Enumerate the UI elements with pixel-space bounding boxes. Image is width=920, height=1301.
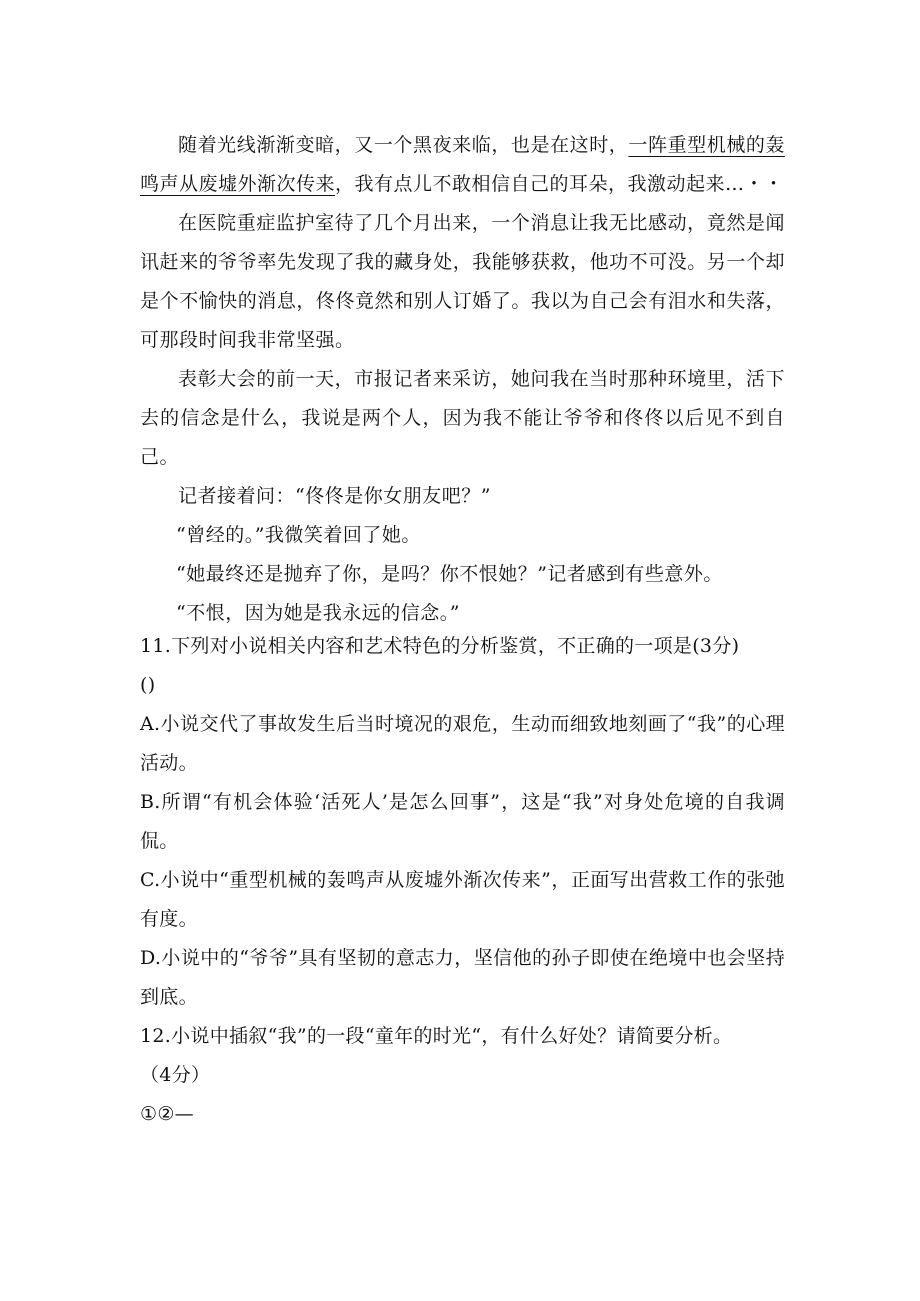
questions-section [140, 627, 785, 1134]
dialog-line-1: 记者接着问：“佟佟是你女朋友吧？” [178, 485, 491, 507]
underlined-phrase: 一阵重型机械的轰鸣声从废墟外渐次传来 [140, 134, 785, 195]
dialog-line-4: “不恨，因为她是我永远的信念。” [176, 602, 460, 624]
p1-after: ，我有点儿不敢相信自己的耳朵，我激动起来…・・ [335, 173, 784, 195]
question-11-option-d: D.小说中的“爷爷”具有坚韧的意志力，坚信他的孙子即使在绝境中也会坚持到底。 [140, 947, 785, 1008]
dialog-line-2: “曾经的。”我微笑着回了她。 [176, 524, 421, 546]
question-11-stem: 11.下列对小说相关内容和艺术特色的分析鉴赏，不正确的一项是(3分) [140, 635, 740, 657]
question-11-blank: () [140, 674, 156, 696]
question-12-stem: 12.小说中插叙“我”的一段“童年的时光“，有什么好处？请简要分析。 [140, 1025, 733, 1047]
question-12-answer-marks: ①②— [140, 1103, 194, 1125]
p1-before: 随着光线渐渐变暗，又一个黑夜来临，也是在这时， [178, 134, 629, 156]
dialog-line-3: “她最终还是抛弃了你，是吗？你不恨她？”记者感到有些意外。 [176, 563, 723, 585]
story-paragraph-3: 表彰大会的前一天，市报记者来采访，她问我在当时那种环境里，活下去的信念是什么，我说是两个人，因为我不能让爷爷和佟佟以后见不到自己。 [140, 368, 785, 468]
question-12-points: （4分） [140, 1064, 211, 1086]
story-paragraph-1 [140, 126, 785, 204]
question-11-option-b: B.所谓“有机会体验‘活死人’是怎么回事”，这是“我”对身处危境的自我调侃。 [140, 791, 785, 852]
question-11-option-a: A.小说交代了事故发生后当时境况的艰危，生动而细致地刻画了“我”的心理活动。 [140, 713, 785, 774]
story-paragraph-2: 在医院重症监护室待了几个月出来，一个消息让我无比感动，竟然是闻讯赶来的爷爷率先发现了我的藏身处，我能够获救，他功不可没。另一个却是个不愉快的消息，佟佟竟然和别人订婚了。我以为自己会有泪水和失落，可那段时间我非常坚强。 [140, 212, 785, 351]
question-11-option-c: C.小说中“重型机械的轰鸣声从废墟外渐次传来”，正面写出营救工作的张弛有度。 [140, 869, 785, 930]
story-excerpt [140, 126, 785, 633]
